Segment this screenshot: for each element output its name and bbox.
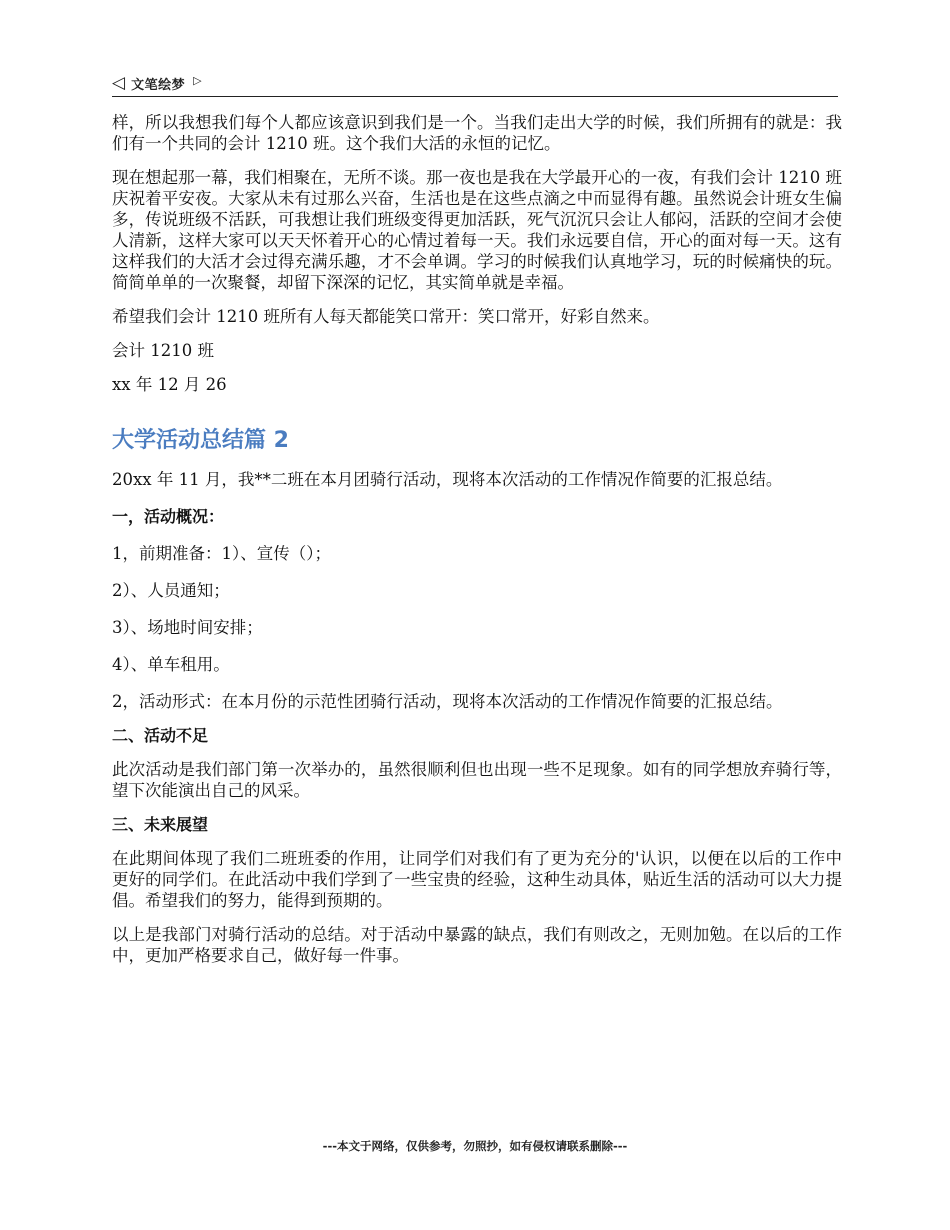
list-item: 1，前期准备：1）、宣传（）； bbox=[112, 544, 331, 563]
paragraph: 在此期间体现了我们二班班委的作用，让同学们对我们有了更为充分的'认识，以便在以后的工作中更好的同学们。在此活动中我们学到了一些宝贵的经验，这种生动具体，贴近生活的活动可以大力提倡。希望我们的努力，能得到预期的。 bbox=[112, 849, 842, 910]
document-body bbox=[112, 112, 842, 966]
paragraph: 此次活动是我们部门第一次举办的，虽然很顺利但也出现一些不足现象。如有的同学想放弃骑行等，望下次能演出自己的风采。 bbox=[112, 760, 842, 800]
paragraph: 希望我们会计 1210 班所有人每天都能笑口常开：笑口常开，好彩自然来。 bbox=[112, 307, 660, 326]
class-signature: 会计 1210 班 bbox=[112, 341, 214, 360]
list-item: 3）、场地时间安排； bbox=[112, 618, 263, 637]
list-item: 2）、人员通知； bbox=[112, 581, 230, 600]
page-footer: ---本文于网络，仅供参考，勿照抄，如有侵权请联系删除--- bbox=[322, 1139, 628, 1153]
right-triangle-icon: ▷ bbox=[193, 73, 202, 87]
subheading-shortfall: 二、活动不足 bbox=[112, 726, 209, 745]
page-header bbox=[112, 70, 838, 97]
list-item: 4）、单车租用。 bbox=[112, 655, 230, 674]
left-triangle-icon: ◁ bbox=[112, 72, 126, 93]
list-item: 2，活动形式：在本月份的示范性团骑行活动，现将本次活动的工作情况作简要的汇报总结。 bbox=[112, 692, 783, 711]
subheading-overview: 一，活动概况： bbox=[112, 507, 225, 526]
section-title: 大学活动总结篇 2 bbox=[112, 428, 289, 453]
header-brand: 文笔绘梦 bbox=[131, 77, 186, 93]
paragraph: 以上是我部门对骑行活动的总结。对于活动中暴露的缺点，我们有则改之，无则加勉。在以后的工作中，更加严格要求自己，做好每一件事。 bbox=[112, 925, 842, 965]
paragraph: 样，所以我想我们每个人都应该意识到我们是一个。当我们走出大学的时候，我们所拥有的就是：我们有一个共同的会计 1210 班。这个我们大活的永恒的记忆。 bbox=[112, 113, 842, 153]
intro-paragraph: 20xx 年 11 月，我**二班在本月团骑行活动，现将本次活动的工作情况作简要的汇报总结。 bbox=[112, 470, 783, 489]
date-line: xx 年 12 月 26 bbox=[112, 375, 227, 394]
paragraph: 现在想起那一幕，我们相聚在，无所不谈。那一夜也是我在大学最开心的一夜，有我们会计 1210 班庆祝着平安夜。大家从未有过那么兴奋，生活也是在这些点滴之中而显得有趣。虽然说会计班女生偏多，传说班级不活跃，可我想让我们班级变得更加活跃，死气沉沉只会让人郁闷，活跃的空间才会使人清新，这样大家可以天天怀着开心的心情过着每一天。我们永远要自信，开心的面对每一天。这有这样我们的大活才会过得充满乐趣，才不会单调。学习的时候我们认真地学习，玩的时候痛快的玩。简简单单的一次聚餐，却留下深深的记忆，其实简单就是幸福。 bbox=[112, 168, 842, 292]
subheading-outlook: 三、未来展望 bbox=[112, 815, 209, 834]
